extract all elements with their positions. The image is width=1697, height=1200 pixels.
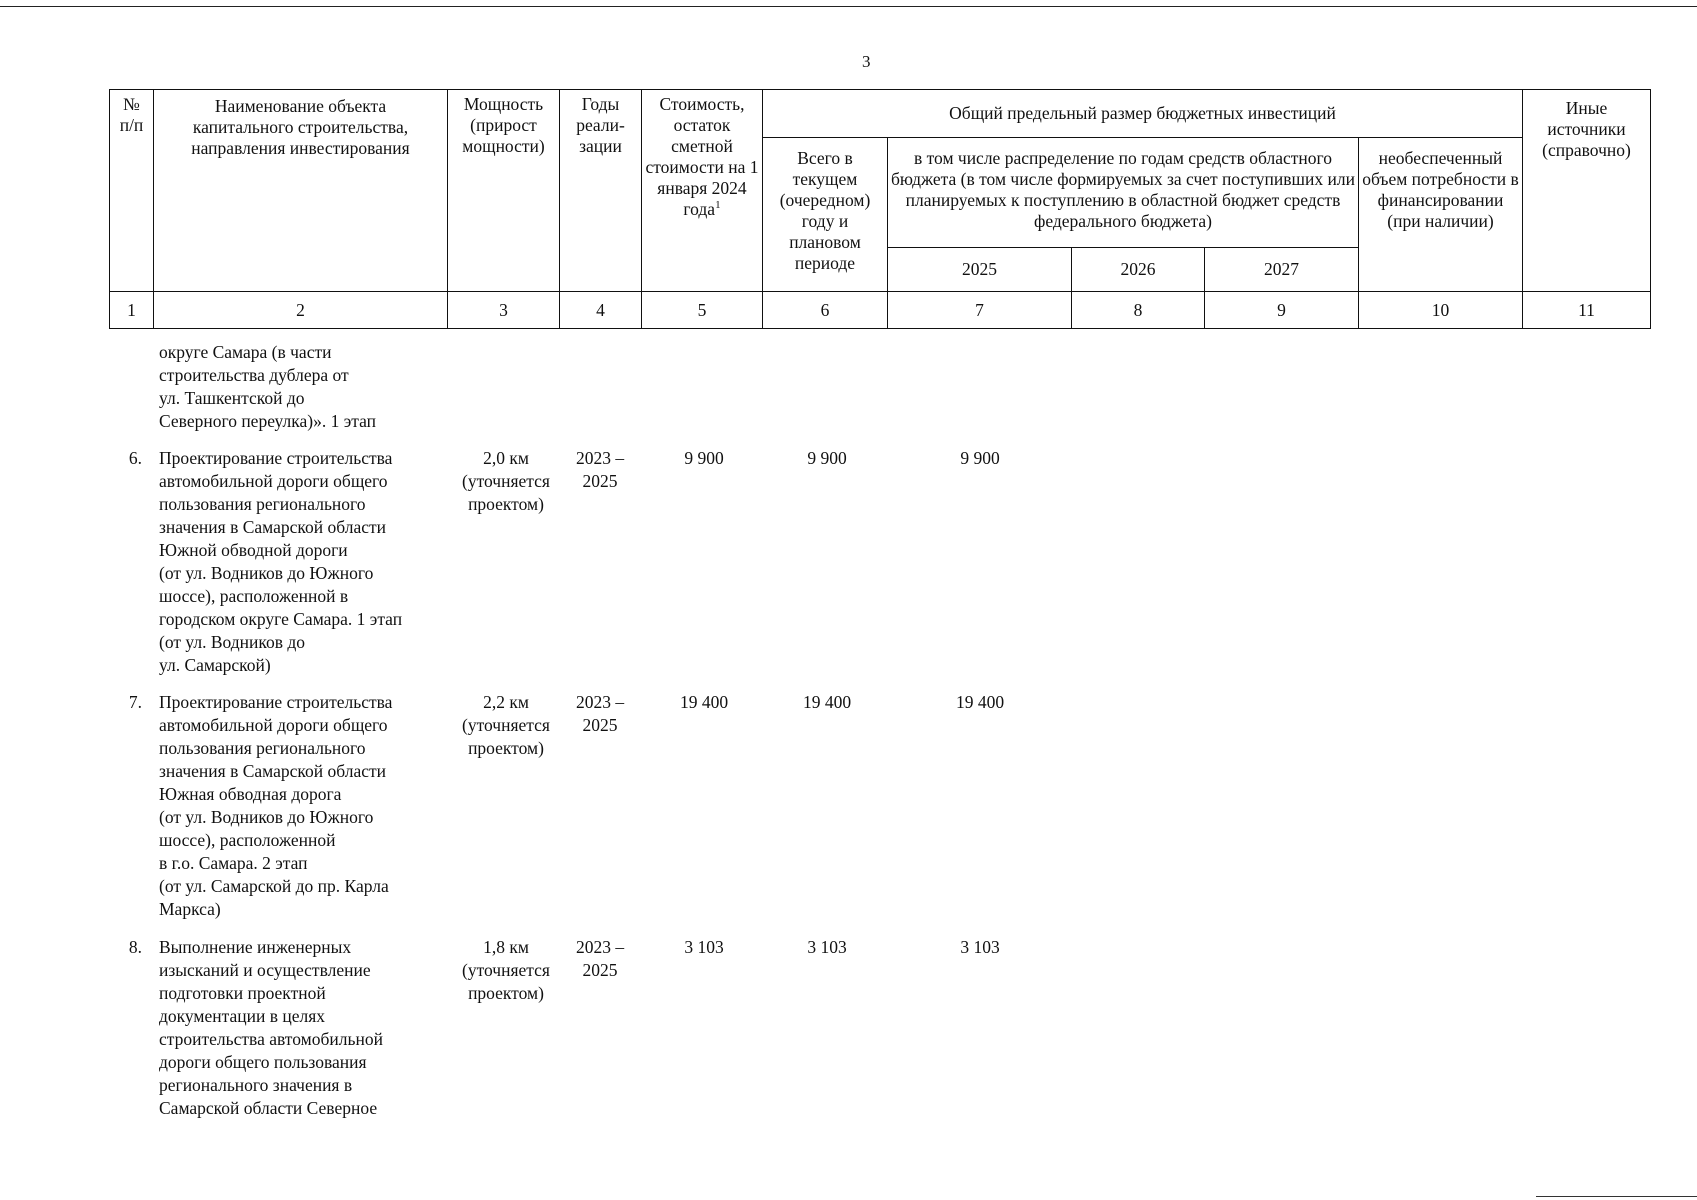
row-cost: 3 103 [684,937,724,957]
header-cost-text: Стоимость, остаток сметной стоимости на 1 января 2024 года [645,94,759,219]
header-other: Иные источники (справочно) [1523,90,1651,292]
header-capacity: Мощность (прирост мощности) [448,90,560,292]
column-number: 8 [1072,292,1205,329]
row-years: 2023 – 2025 [575,448,625,491]
row-capacity: 1,8 км (уточняется проектом) [462,937,550,1003]
row-capacity: 2,0 км (уточняется проектом) [462,448,550,514]
row-number: 6. [128,448,142,468]
top-border-line [0,6,1697,7]
row-name: округе Самара (в части строительства дублера от ул. Ташкентской до Северного переулка)». 1 этап [159,342,376,431]
column-numbers-row [110,292,1651,329]
column-number: 2 [154,292,448,329]
header-total: Всего в текущем (очередном) году и плановом периоде [763,138,888,292]
column-number: 11 [1523,292,1651,329]
row-capacity: 2,2 км (уточняется проектом) [462,692,550,758]
column-number: 9 [1205,292,1359,329]
column-number: 3 [448,292,560,329]
header-group: Общий предельный размер бюджетных инвестиций [763,90,1523,138]
row-total: 19 400 [802,692,852,712]
row-number: 8. [128,937,142,957]
row-name: Проектирование строительства автомобильной дороги общего пользования регионального значения в Самарской области Южная обводная дорога (от ул. Водников до Южного шоссе), расположенной в г.о. Самара. 2 этап (от ул. Самарской до пр. Карла Маркса) [159,692,393,919]
row-number: 7. [128,692,142,712]
bottom-border-line [1536,1196,1697,1197]
column-number: 4 [560,292,642,329]
header-distribution: в том числе распределение по годам средств областного бюджета (в том числе формируемых за счет поступивших или планируемых к поступлению в областной бюджет средств федерального бюджета) [888,138,1359,248]
row-years: 2023 – 2025 [575,692,625,735]
investment-table-header [109,89,1651,329]
header-year-2025: 2025 [888,248,1072,292]
row-total: 9 900 [807,448,847,468]
header-unsecured: необеспеченный объем потребности в финансировании (при наличии) [1359,138,1523,292]
row-year-2025: 3 103 [960,937,1000,957]
header-year-2027: 2027 [1205,248,1359,292]
header-years: Годы реали- зации [560,90,642,292]
page-number: 3 [862,52,871,71]
column-number: 5 [642,292,763,329]
row-year-2025: 19 400 [955,692,1005,712]
row-cost: 9 900 [684,448,724,468]
column-number: 6 [763,292,888,329]
row-year-2025: 9 900 [960,448,1000,468]
column-number: 1 [110,292,154,329]
header-num: № п/п [110,90,154,292]
row-total: 3 103 [807,937,847,957]
column-number: 7 [888,292,1072,329]
row-name: Проектирование строительства автомобильной дороги общего пользования регионального значения в Самарской области Южной обводной дороги (от ул. Водников до Южного шоссе), расположенной в городском округе Самара. 1 этап (от ул. Водников до ул. Самарской) [159,448,403,675]
header-year-2026: 2026 [1072,248,1205,292]
header-name: Наименование объекта капитального строительства, направления инвестирования [154,90,448,292]
header-cost-footnote: 1 [715,199,721,212]
row-name: Выполнение инженерных изысканий и осуществление подготовки проектной документации в целях строительства автомобильной дороги общего пользования регионального значения в Самарской области Северное [159,937,383,1118]
row-cost: 19 400 [679,692,729,712]
row-years: 2023 – 2025 [575,937,625,980]
header-cost [642,90,763,292]
column-number: 10 [1359,292,1523,329]
